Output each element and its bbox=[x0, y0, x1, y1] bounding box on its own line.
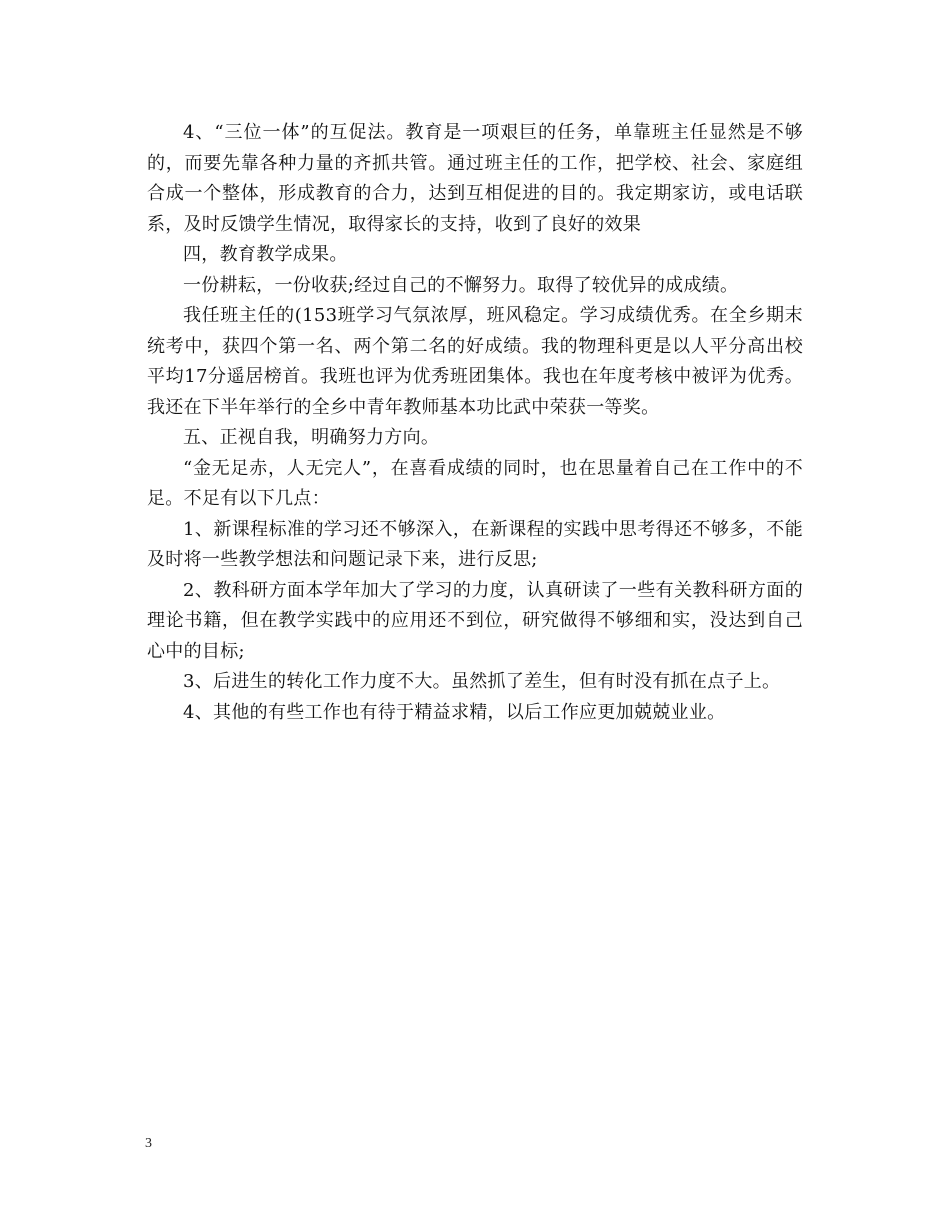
document-body bbox=[147, 118, 803, 728]
paragraph-shortcoming-4: 4、其他的有些工作也有待于精益求精，以后工作应更加兢兢业业。 bbox=[183, 701, 726, 723]
paragraph-three-in-one: 4、“三位一体”的互促法。教育是一项艰巨的任务，单靠班主任显然是不够的，而要先靠各种力量的齐抓共管。通过班主任的工作，把学校、社会、家庭组合成一个整体，形成教育的合力，达到互相促进的目的。我定期家访，或电话联系，及时反馈学生情况，取得家长的支持，收到了良好的效果 bbox=[147, 122, 803, 235]
paragraph-shortcoming-1: 1、新课程标准的学习还不够深入，在新课程的实践中思考得还不够多，不能及时将一些教学想法和问题记录下来，进行反思; bbox=[147, 518, 803, 570]
paragraph-shortcoming-3: 3、后进生的转化工作力度不大。虽然抓了差生，但有时没有抓在点子上。 bbox=[183, 671, 781, 692]
heading-section-four: 四，教育教学成果。 bbox=[183, 244, 348, 265]
paragraph-shortcomings-intro: “金无足赤，人无完人”，在喜看成绩的同时，也在思量着自己在工作中的不足。不足有以下几点： bbox=[147, 457, 803, 509]
heading-section-five: 五、正视自我，明确努力方向。 bbox=[183, 427, 440, 448]
paragraph-shortcoming-2: 2、教科研方面本学年加大了学习的力度，认真研读了一些有关教科研方面的理论书籍，但在教学实践中的应用还不到位，研究做得不够细和实，没达到自己心中的目标; bbox=[147, 579, 803, 662]
page-number: 3 bbox=[145, 1136, 152, 1151]
paragraph-harvest: 一份耕耘，一份收获;经过自己的不懈努力。取得了较优异的成成绩。 bbox=[183, 274, 739, 296]
paragraph-class-achievements: 我任班主任的(153班学习气氛浓厚，班风稳定。学习成绩优秀。在全乡期末统考中，获四个第一名、两个第二名的好成绩。我的物理科更是以人平分高出校平均17分遥居榜首。我班也评为优秀班团集体。我也在年度考核中被评为优秀。我还在下半年举行的全乡中青年教师基本功比武中荣获一等奖。 bbox=[147, 305, 803, 418]
